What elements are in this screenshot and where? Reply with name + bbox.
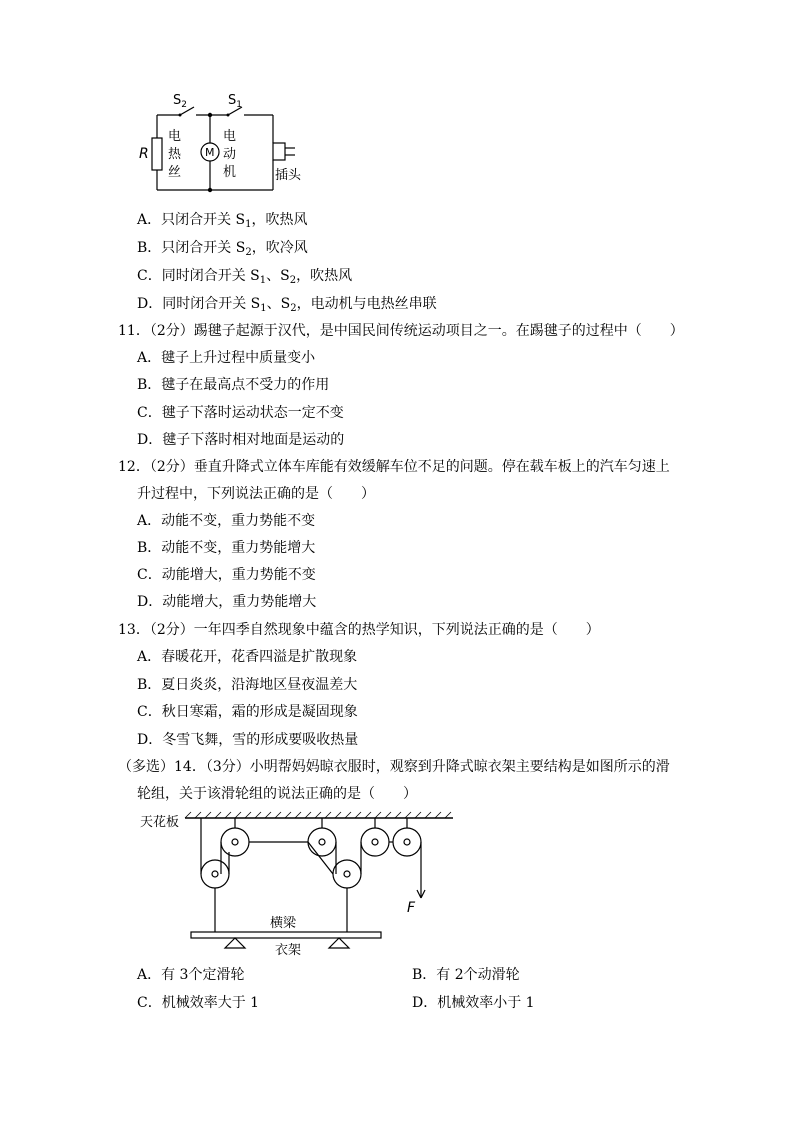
q11-option-d: D．毽子下落时相对地面是运动的: [137, 432, 345, 448]
q11-option-b: B．毽子在最高点不受力的作用: [137, 377, 330, 393]
beam-label: 横梁: [270, 916, 297, 931]
q13-stem: 13．（2分）一年四季自然现象中蕴含的热学知识，下列说法正确的是（ ）: [118, 622, 600, 638]
heater-label-2: 热: [168, 147, 182, 162]
q11-option-a: A．毽子上升过程中质量变小: [137, 350, 316, 366]
q10-option-b: B．只闭合开关 $S_2$，吹冷风: [137, 240, 308, 258]
heater-label-1: 电: [168, 129, 182, 144]
ceiling-label: 天花板: [140, 815, 180, 830]
q12-option-a: A．动能不变，重力势能不变: [137, 513, 316, 529]
q12-stem-line2: 升过程中，下列说法正确的是（ ）: [137, 486, 375, 502]
q12-option-c: C．动能增大，重力势能不变: [137, 567, 316, 583]
motor-label-2: 动: [223, 147, 237, 162]
plug-label: 插头: [275, 168, 302, 183]
q13-option-d: D．冬雪飞舞，雪的形成要吸收热量: [137, 732, 359, 748]
resistor-label: R: [139, 146, 149, 162]
q13-option-b: B．夏日炎炎，沿海地区昼夜温差大: [137, 677, 358, 693]
q14-option-b: B．有 2个动滑轮: [412, 967, 520, 983]
q12-stem-line1: 12．（2分）垂直升降式立体车库能有效缓解车位不足的问题。停在载车板上的汽车匀速上: [118, 459, 670, 475]
q13-option-c: C．秋日寒霜，霜的形成是凝固现象: [137, 704, 358, 720]
motor-symbol: M: [205, 146, 215, 159]
q11-stem: 11．（2分）踢毽子起源于汉代，是中国民间传统运动项目之一。在踢毽子的过程中（ ）: [118, 323, 684, 339]
q12-option-d: D．动能增大，重力势能增大: [137, 594, 317, 610]
q14-stem-line2: 轮组，关于该滑轮组的说法正确的是（ ）: [137, 786, 417, 802]
q10-option-d: D．同时闭合开关 $S_1$、$S_2$，电动机与电热丝串联: [137, 296, 437, 314]
heater-label-3: 丝: [168, 165, 182, 180]
q10-option-c: C．同时闭合开关 $S_1$、$S_2$，吹热风: [137, 268, 353, 286]
q14-option-c: C．机械效率大于 1: [137, 995, 260, 1011]
motor-label-3: 机: [223, 165, 237, 180]
q12-option-b: B．动能不变，重力势能增大: [137, 540, 316, 556]
switch-s1-label: $S_1$: [228, 93, 242, 110]
q14-option-d: D．机械效率小于 1: [412, 995, 535, 1011]
circuit-diagram: [130, 90, 320, 200]
q14-stem-line1: （多选）14．（3分）小明帮妈妈晾衣服时，观察到升降式晾衣架主要结构是如图所示的滑: [118, 759, 670, 775]
q10-option-a: A．只闭合开关 $S_1$，吹热风: [137, 212, 308, 230]
q14-option-a: A．有 3个定滑轮: [137, 967, 245, 983]
rack-label: 衣架: [275, 943, 302, 958]
q11-option-c: C．毽子下落时运动状态一定不变: [137, 405, 344, 421]
q13-option-a: A．春暖花开，花香四溢是扩散现象: [137, 649, 358, 665]
pulley-diagram: [135, 808, 460, 958]
switch-s2-label: $S_2$: [173, 93, 187, 110]
motor-label-1: 电: [223, 129, 237, 144]
force-label: F: [407, 900, 416, 916]
